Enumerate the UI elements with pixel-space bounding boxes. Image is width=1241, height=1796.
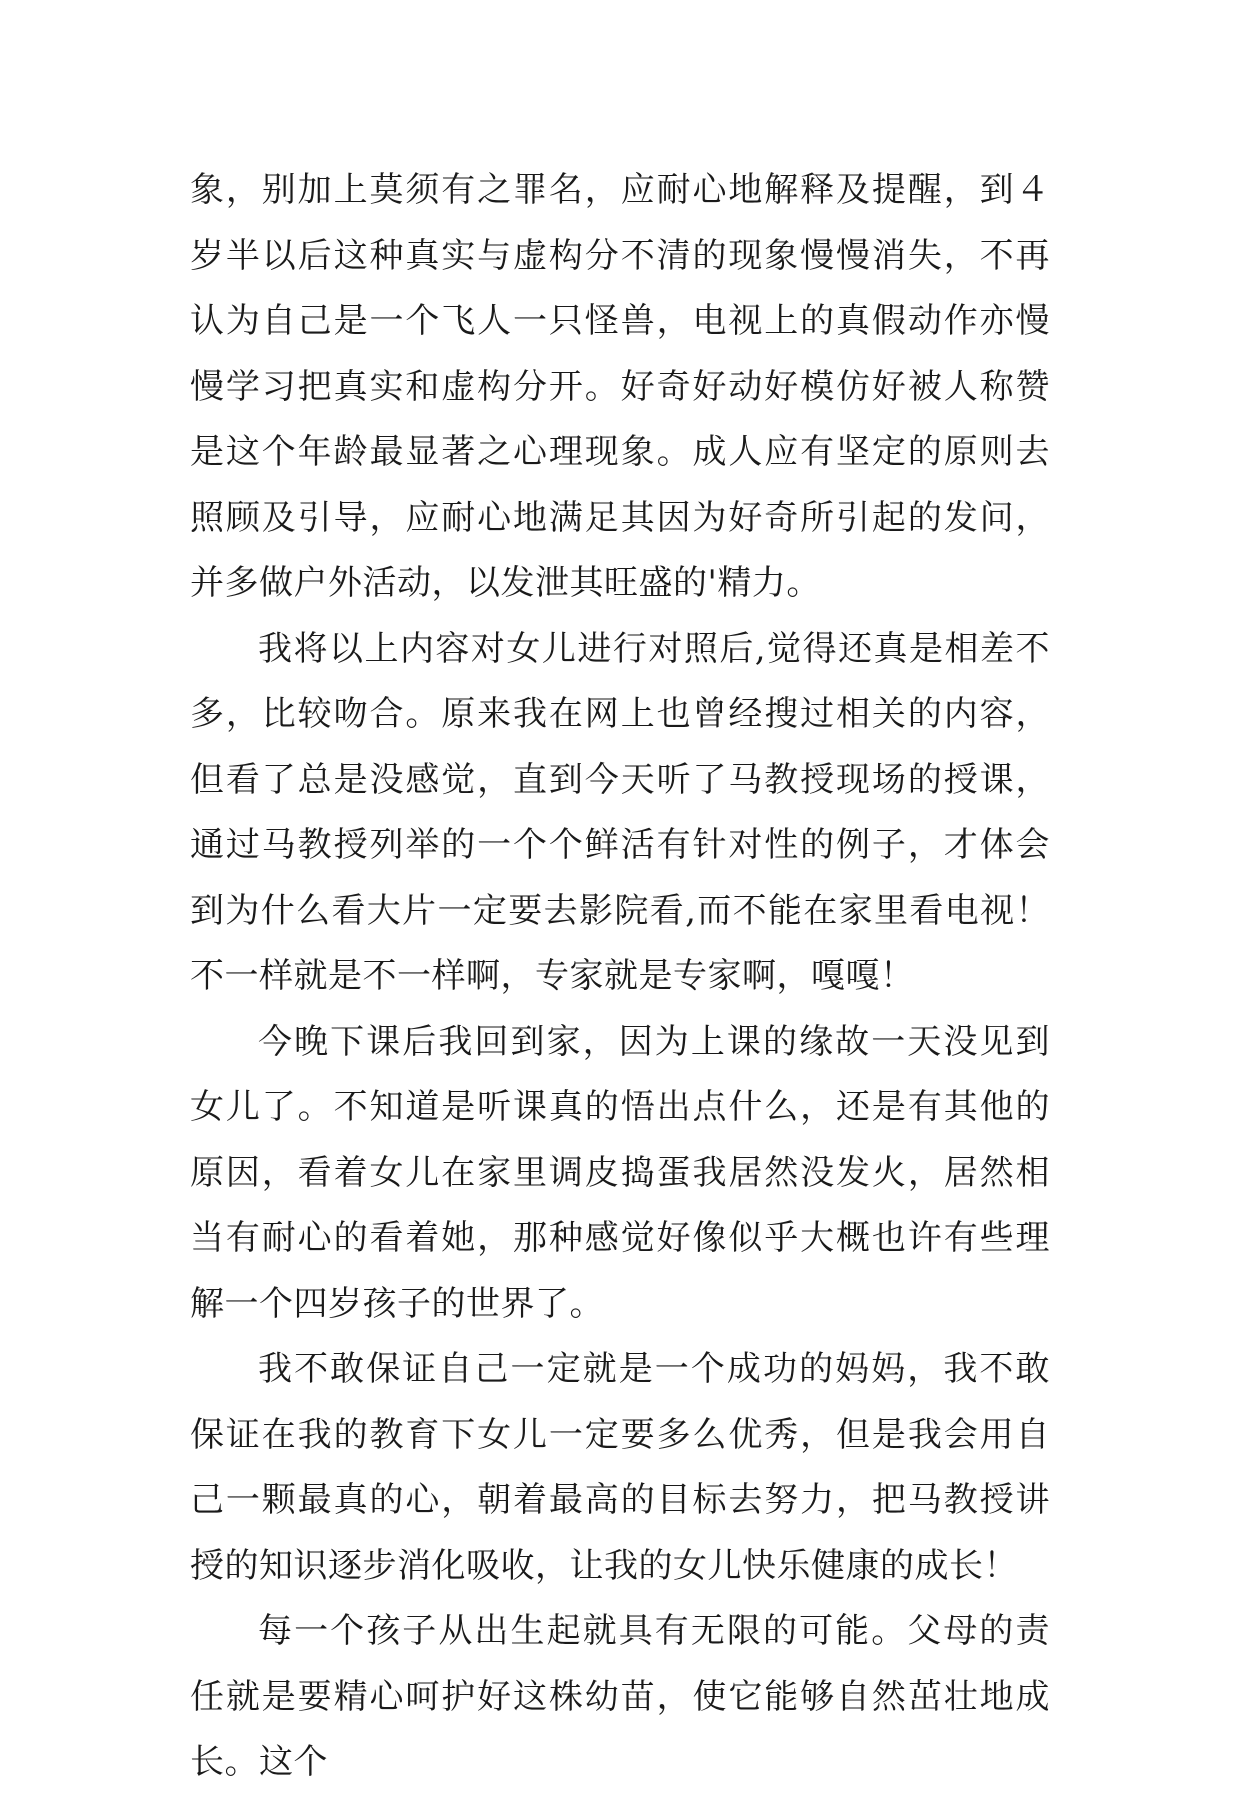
paragraph-1: 象，别加上莫须有之罪名，应耐心地解释及提醒，到４岁半以后这种真实与虚构分不清的现象慢慢消失，不再认为自己是一个飞人一只怪兽，电视上的真假动作亦慢慢学习把真实和虚构分开。好奇好动好模仿好被人称赞是这个年龄最显著之心理现象。成人应有坚定的原则去照顾及引导，应耐心地满足其因为好奇所引起的发问，并多做户外活动，以发泄其旺盛的'精力。 [190, 170, 1050, 603]
paragraph-5: 每一个孩子从出生起就具有无限的可能。父母的责任就是要精心呵护好这株幼苗，使它能够自然茁壮地成长。这个 [190, 1611, 1050, 1782]
paragraph-4: 我不敢保证自己一定就是一个成功的妈妈，我不敢保证在我的教育下女儿一定要多么优秀，但是我会用自己一颗最真的心，朝着最高的目标去努力，把马教授讲授的知识逐步消化吸收，让我的女儿快乐健康的成长！ [190, 1349, 1050, 1586]
paragraph-2: 我将以上内容对女儿进行对照后,觉得还真是相差不多，比较吻合。原来我在网上也曾经搜过相关的内容，但看了总是没感觉，直到今天听了马教授现场的授课，通过马教授列举的一个个鲜活有针对性的例子，才体会到为什么看大片一定要去影院看,而不能在家里看电视！不一样就是不一样啊，专家就是专家啊，嘎嘎！ [190, 628, 1050, 996]
document-body [190, 158, 1050, 1796]
paragraph-3: 今晚下课后我回到家，因为上课的缘故一天没见到女儿了。不知道是听课真的悟出点什么，还是有其他的原因，看着女儿在家里调皮捣蛋我居然没发火，居然相当有耐心的看着她，那种感觉好像似乎大概也许有些理解一个四岁孩子的世界了。 [190, 1021, 1050, 1324]
